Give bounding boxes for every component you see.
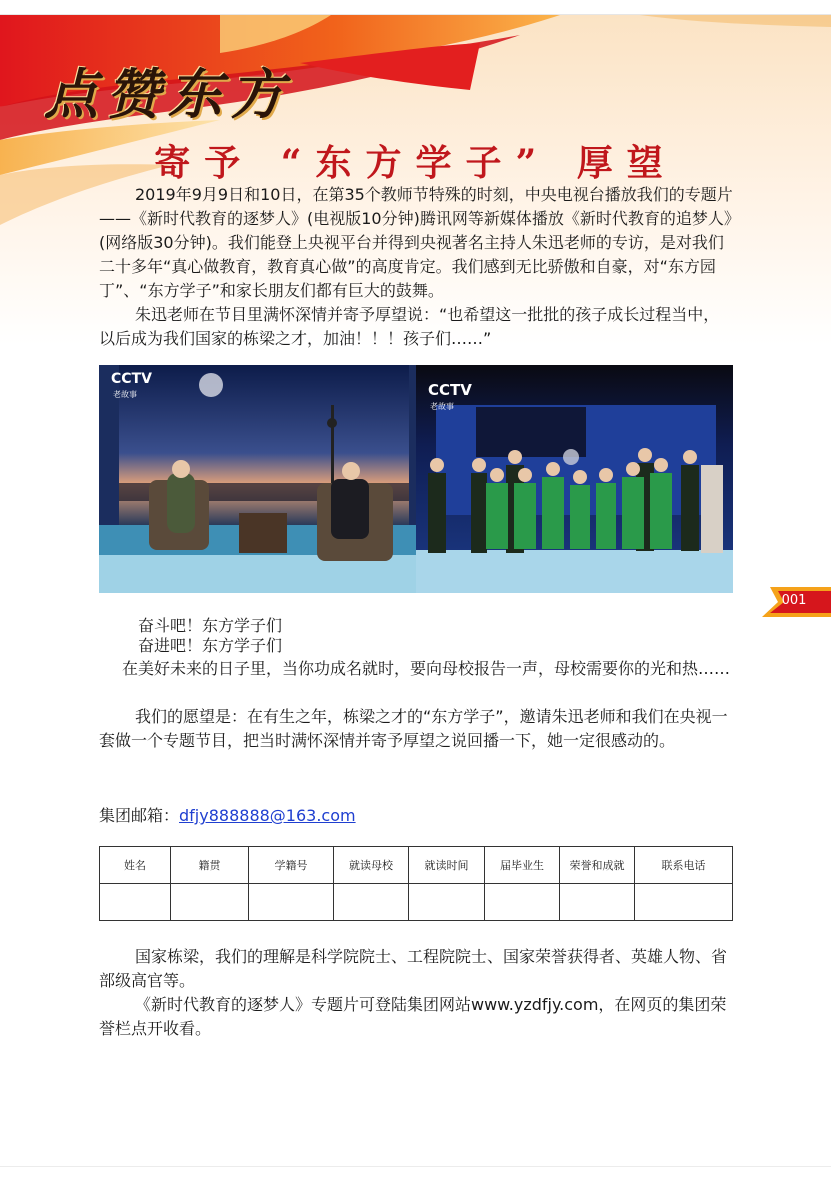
bottom-border — [0, 1166, 831, 1167]
slogan-line-1: 奋斗吧！东方学子们 — [138, 616, 283, 635]
channel-subtitle: 老故事 — [430, 402, 454, 411]
table-header-cell: 届毕业生 — [485, 847, 560, 884]
table-header-cell: 就读母校 — [334, 847, 409, 884]
brand-calligraphy: 点赞东方 — [44, 62, 292, 126]
table-row — [100, 884, 733, 921]
table-cell[interactable] — [409, 884, 485, 921]
intro-paragraph-1: 2019年9月9日和10日，在第35个教师节特殊的时刻，中央电视台播放我们的专题片——《新时代教育的逐梦人》(电视版10分钟)腾讯网等新媒体播放《新时代教育的追梦人》(网络版30分钟)。我们能登上央视平台并得到央视著名主持人朱迅老师的专访，是对我们二十多年“真心做教育，教育真心做”的高度肯定。我们感到无比骄傲和自豪，对“东方园丁”、“东方学子”和家长朋友们都有巨大的鼓舞。 — [99, 185, 733, 300]
footer-paragraph-2: 《新时代教育的逐梦人》专题片可登陆集团网站www.yzdfjy.com，在网页的集团荣誉栏点开收看。 — [99, 995, 727, 1038]
table-header-cell: 联系电话 — [635, 847, 733, 884]
email-label: 集团邮箱： — [99, 806, 180, 825]
table-header-cell: 姓名 — [100, 847, 171, 884]
table-cell[interactable] — [249, 884, 334, 921]
table-cell[interactable] — [635, 884, 733, 921]
table-header-cell: 就读时间 — [409, 847, 485, 884]
table-cell[interactable] — [560, 884, 635, 921]
body-paragraph-2: 我们的愿望是：在有生之年，栋梁之才的“东方学子”，邀请朱迅老师和我们在央视一套做一个专题节目，把当时满怀深情并寄予厚望之说回播一下，她一定很感动的。 — [99, 707, 728, 750]
channel-subtitle: 老故事 — [113, 390, 137, 399]
body-paragraph-1: 在美好未来的日子里，当你功成名就时，要向母校报告一声，母校需要你的光和热…… — [122, 659, 731, 678]
slogan-line-2: 奋进吧！东方学子们 — [138, 636, 283, 655]
email-line — [99, 806, 356, 826]
alumni-info-table — [99, 846, 733, 921]
page-title: 寄予 “东方学子” 厚望 — [154, 142, 677, 184]
group-photo — [416, 365, 733, 593]
table-cell[interactable] — [334, 884, 409, 921]
cctv-logo: CCTV — [428, 381, 472, 399]
table-header-cell: 学籍号 — [249, 847, 334, 884]
table-header-cell: 籍贯 — [171, 847, 249, 884]
page-number: 001 — [781, 593, 807, 608]
table-header-row — [100, 847, 733, 884]
table-cell[interactable] — [171, 884, 249, 921]
interview-photo — [99, 365, 416, 593]
table-header-cell: 荣誉和成就 — [560, 847, 635, 884]
email-link[interactable]: dfjy888888@163.com — [179, 806, 356, 825]
table-cell[interactable] — [485, 884, 560, 921]
table-cell[interactable] — [100, 884, 171, 921]
cctv-logo: CCTV — [111, 371, 152, 387]
intro-paragraph-2: 朱迅老师在节目里满怀深情并寄予厚望说：“也希望这一批批的孩子成长过程当中，以后成为我们国家的栋梁之才，加油！！！孩子们……” — [99, 305, 720, 348]
footer-paragraph-1: 国家栋梁，我们的理解是科学院院士、工程院院士、国家荣誉获得者、英雄人物、省部级高官等。 — [99, 947, 728, 990]
